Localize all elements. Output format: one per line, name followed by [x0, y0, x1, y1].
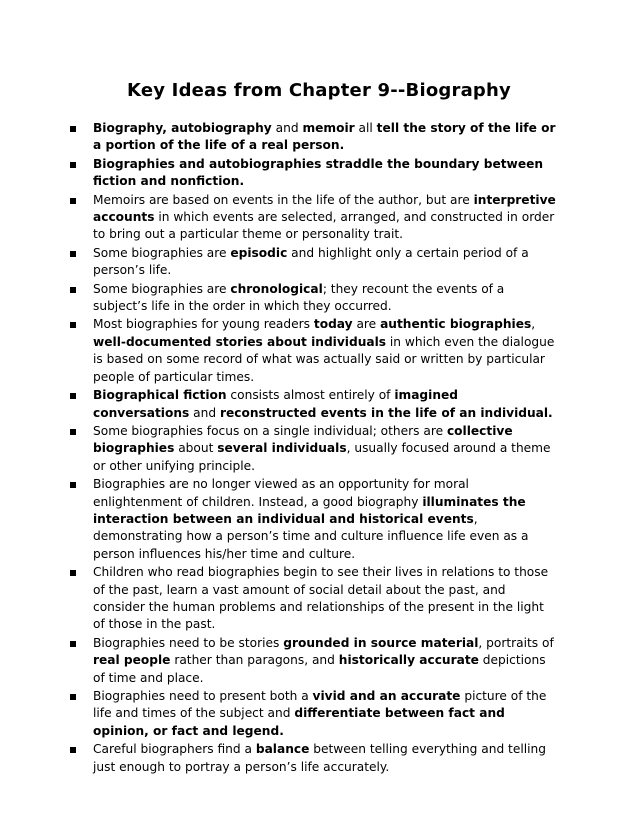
- bullet-text: [93, 636, 554, 685]
- bullet-text: [93, 246, 529, 277]
- square-bullet-icon: [70, 747, 76, 753]
- bold-phrase: Biography, autobiography: [93, 121, 272, 135]
- bold-phrase: tell the story of the life or a portion of the life of a real person.: [93, 121, 556, 153]
- document-title: Key Ideas from Chapter 9--Biography: [127, 80, 511, 101]
- text-run: , portraits of: [478, 635, 554, 650]
- bullet-item: [66, 564, 556, 634]
- bullet-item: [66, 476, 556, 563]
- bold-phrase: historically accurate: [338, 653, 479, 668]
- bullet-item: [66, 120, 556, 155]
- bold-phrase: several individuals: [217, 441, 347, 456]
- text-run: Biographies need to be stories: [93, 635, 284, 650]
- text-run: consists almost entirely of: [226, 388, 395, 403]
- square-bullet-icon: [70, 694, 76, 700]
- text-run: and highlight only a certain period of a person’s life.: [93, 245, 529, 278]
- bullet-text: [93, 388, 553, 419]
- text-run: about: [174, 441, 218, 456]
- square-bullet-icon: [70, 198, 76, 204]
- text-run: Most biographies for young readers: [93, 317, 314, 332]
- text-run: ,: [531, 317, 536, 332]
- square-bullet-icon: [70, 641, 76, 647]
- bold-phrase: authentic biographies: [380, 317, 532, 332]
- text-run: Biographies are no longer viewed as an opportunity for moral enlightenment of children. Instead, a good biography: [93, 477, 469, 509]
- bullet-text: [93, 742, 546, 773]
- bullet-item: [66, 741, 556, 776]
- text-run: Some biographies are: [93, 281, 231, 296]
- bullet-item: [66, 423, 556, 475]
- bullet-list: [66, 120, 556, 776]
- bullet-item: [66, 245, 556, 280]
- bullet-item: [66, 192, 556, 244]
- text-run: Some biographies focus on a single individual; others are: [93, 423, 447, 438]
- text-run: depictions of time and place.: [93, 653, 546, 685]
- text-run: , usually focused around a theme or other unifying principle.: [93, 441, 551, 473]
- text-run: ; they recount the events of a subject’s life in the order in which they occurred.: [93, 281, 505, 314]
- text-run: rather than paragons, and: [170, 653, 339, 668]
- bullet-text: [93, 121, 556, 152]
- bold-phrase: today: [313, 317, 353, 332]
- bullet-item: [66, 281, 556, 316]
- text-run: Children who read biographies begin to see their lives in relations to those of the past, learn a vast amount of social detail about the past, and consider the human problems and relationships of the present in the light of those in the past.: [93, 565, 549, 632]
- square-bullet-icon: [70, 251, 76, 257]
- bold-phrase: interpretive accounts: [93, 192, 556, 225]
- text-run: and: [189, 405, 220, 420]
- bold-phrase: episodic: [230, 245, 288, 260]
- bold-phrase: balance: [255, 742, 310, 757]
- text-run: Some biographies are: [93, 245, 231, 260]
- bullet-text: [93, 477, 528, 561]
- square-bullet-icon: [70, 287, 76, 293]
- text-run: all: [354, 121, 377, 135]
- square-bullet-icon: [70, 393, 76, 399]
- text-run: in which events are selected, arranged, and constructed in order to bring out a particular theme or personality trait.: [93, 210, 555, 242]
- bold-phrase: differentiate between fact and opinion, or fact and legend.: [93, 706, 505, 738]
- square-bullet-icon: [70, 162, 76, 168]
- bullet-text: [93, 565, 548, 631]
- bullet-text: [93, 157, 543, 188]
- bullet-text: [93, 193, 556, 242]
- bold-phrase: vivid and an accurate: [312, 689, 461, 703]
- bullet-text: [93, 282, 504, 313]
- text-run: , demonstrating how a person’s time and culture influence life even as a person influences his/her time and culture.: [93, 511, 529, 561]
- square-bullet-icon: [70, 322, 76, 328]
- square-bullet-icon: [70, 126, 76, 132]
- bullet-item: [66, 688, 556, 740]
- text-run: in which even the dialogue is based on some record of what was actually said or written by particular people of particular times.: [93, 334, 555, 384]
- bullet-text: [93, 424, 551, 473]
- text-run: Memoirs are based on events in the life of the author, but are: [93, 192, 474, 207]
- square-bullet-icon: [70, 482, 76, 488]
- bold-phrase: chronological: [230, 281, 323, 296]
- text-run: are: [352, 317, 381, 332]
- bold-phrase: Biographies and autobiographies straddle the boundary between fiction and nonfiction.: [93, 156, 544, 189]
- bold-phrase: memoir: [302, 121, 355, 135]
- bold-phrase: imagined conversations: [93, 388, 458, 420]
- text-run: picture of the life and times of the subject and: [93, 689, 547, 721]
- text-run: and: [271, 121, 303, 135]
- text-run: between telling everything and telling just enough to portray a person’s life accurately.: [93, 742, 546, 774]
- bullet-item: [66, 635, 556, 687]
- bullet-text: [93, 689, 546, 738]
- bold-phrase: collective biographies: [93, 423, 513, 456]
- text-run: Careful biographers find a: [93, 742, 256, 757]
- bold-phrase: Biographical fiction: [93, 388, 227, 403]
- bullet-item: [66, 316, 556, 386]
- bold-phrase: reconstructed events in the life of an individual.: [219, 405, 553, 420]
- square-bullet-icon: [70, 570, 76, 576]
- text-run: Biographies need to present both a: [93, 689, 313, 703]
- bullet-item: [66, 156, 556, 191]
- bullet-text: [93, 317, 554, 383]
- square-bullet-icon: [70, 429, 76, 435]
- bold-phrase: illuminates the interaction between an individual and historical events: [93, 494, 526, 526]
- bold-phrase: grounded in source material: [283, 635, 479, 650]
- bold-phrase: well-documented stories about individuals: [93, 334, 387, 349]
- bold-phrase: real people: [93, 653, 171, 668]
- bullet-item: [66, 387, 556, 422]
